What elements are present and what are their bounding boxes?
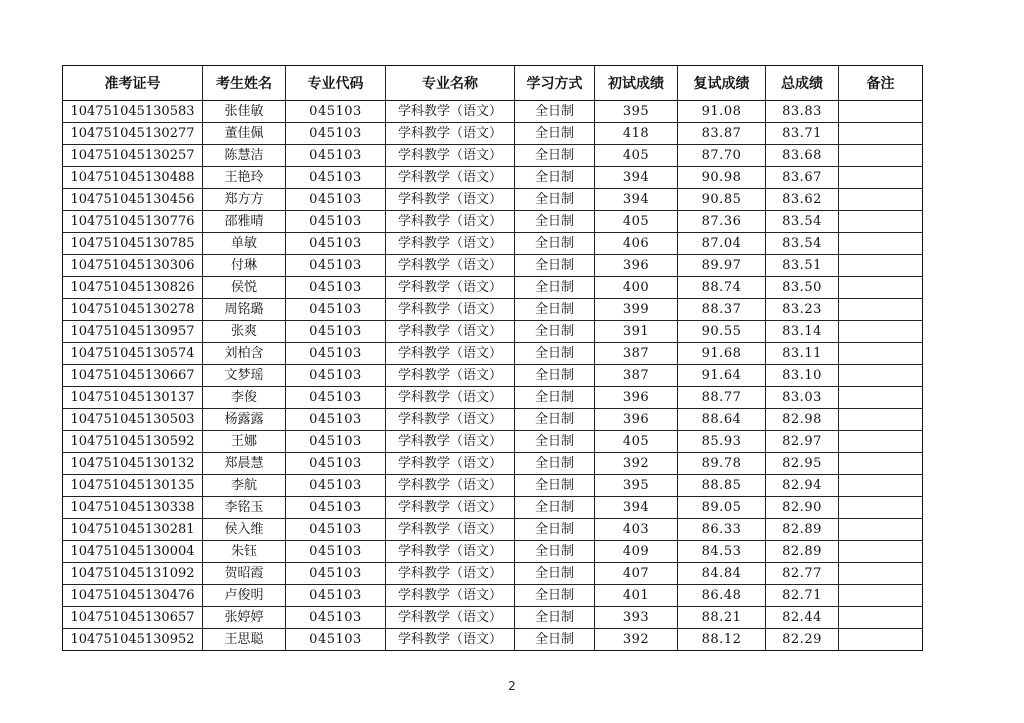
table-row — [63, 343, 923, 365]
cell-retest-score: 86.48 — [678, 585, 766, 607]
cell-name: 卢俊明 — [203, 585, 286, 607]
cell-study-mode: 全日制 — [515, 453, 595, 475]
header-cell-major-code: 专业代码 — [286, 66, 386, 101]
cell-total-score: 83.23 — [766, 299, 839, 321]
cell-major-name: 学科教学（语文） — [386, 299, 515, 321]
cell-retest-score: 91.08 — [678, 101, 766, 123]
cell-name: 刘柏含 — [203, 343, 286, 365]
cell-initial-score: 401 — [595, 585, 678, 607]
cell-initial-score: 396 — [595, 255, 678, 277]
cell-remarks — [839, 629, 923, 651]
cell-retest-score: 91.64 — [678, 365, 766, 387]
cell-study-mode: 全日制 — [515, 233, 595, 255]
cell-major-code: 045103 — [286, 607, 386, 629]
cell-remarks — [839, 321, 923, 343]
header-row — [63, 66, 923, 101]
cell-initial-score: 394 — [595, 497, 678, 519]
table-row — [63, 585, 923, 607]
cell-admission-id: 104751045130583 — [63, 101, 203, 123]
cell-remarks — [839, 365, 923, 387]
cell-name: 侯入维 — [203, 519, 286, 541]
cell-study-mode: 全日制 — [515, 519, 595, 541]
cell-study-mode: 全日制 — [515, 563, 595, 585]
cell-major-code: 045103 — [286, 167, 386, 189]
table-row — [63, 453, 923, 475]
cell-retest-score: 88.12 — [678, 629, 766, 651]
cell-major-name: 学科教学（语文） — [386, 607, 515, 629]
cell-major-code: 045103 — [286, 145, 386, 167]
cell-major-code: 045103 — [286, 365, 386, 387]
cell-name: 郑晨慧 — [203, 453, 286, 475]
cell-remarks — [839, 431, 923, 453]
cell-initial-score: 393 — [595, 607, 678, 629]
cell-name: 张佳敏 — [203, 101, 286, 123]
cell-name: 王思聪 — [203, 629, 286, 651]
cell-major-name: 学科教学（语文） — [386, 585, 515, 607]
cell-major-name: 学科教学（语文） — [386, 277, 515, 299]
cell-major-code: 045103 — [286, 343, 386, 365]
cell-total-score: 83.50 — [766, 277, 839, 299]
cell-major-code: 045103 — [286, 563, 386, 585]
cell-admission-id: 104751045130132 — [63, 453, 203, 475]
cell-study-mode: 全日制 — [515, 101, 595, 123]
cell-initial-score: 399 — [595, 299, 678, 321]
cell-retest-score: 85.93 — [678, 431, 766, 453]
cell-admission-id: 104751045130476 — [63, 585, 203, 607]
cell-admission-id: 104751045130338 — [63, 497, 203, 519]
cell-name: 陈慧洁 — [203, 145, 286, 167]
cell-major-name: 学科教学（语文） — [386, 189, 515, 211]
table-row — [63, 299, 923, 321]
cell-remarks — [839, 497, 923, 519]
cell-retest-score: 88.37 — [678, 299, 766, 321]
cell-total-score: 82.71 — [766, 585, 839, 607]
cell-initial-score: 396 — [595, 409, 678, 431]
cell-retest-score: 83.87 — [678, 123, 766, 145]
cell-study-mode: 全日制 — [515, 255, 595, 277]
cell-remarks — [839, 607, 923, 629]
cell-major-code: 045103 — [286, 321, 386, 343]
cell-remarks — [839, 541, 923, 563]
cell-total-score: 82.94 — [766, 475, 839, 497]
cell-retest-score: 91.68 — [678, 343, 766, 365]
cell-study-mode: 全日制 — [515, 409, 595, 431]
cell-admission-id: 104751045130277 — [63, 123, 203, 145]
table-row — [63, 519, 923, 541]
cell-initial-score: 405 — [595, 431, 678, 453]
cell-major-name: 学科教学（语文） — [386, 101, 515, 123]
cell-admission-id: 104751045130137 — [63, 387, 203, 409]
cell-retest-score: 84.53 — [678, 541, 766, 563]
cell-total-score: 82.44 — [766, 607, 839, 629]
cell-admission-id: 104751045130135 — [63, 475, 203, 497]
cell-remarks — [839, 167, 923, 189]
cell-name: 李铭玉 — [203, 497, 286, 519]
cell-remarks — [839, 519, 923, 541]
cell-admission-id: 104751045130306 — [63, 255, 203, 277]
table-body — [63, 101, 923, 651]
header-cell-major-name: 专业名称 — [386, 66, 515, 101]
cell-retest-score: 88.74 — [678, 277, 766, 299]
cell-remarks — [839, 233, 923, 255]
cell-major-name: 学科教学（语文） — [386, 321, 515, 343]
cell-admission-id: 104751045130574 — [63, 343, 203, 365]
cell-major-code: 045103 — [286, 453, 386, 475]
cell-total-score: 83.03 — [766, 387, 839, 409]
cell-major-name: 学科教学（语文） — [386, 211, 515, 233]
cell-major-code: 045103 — [286, 233, 386, 255]
header-cell-study-mode: 学习方式 — [515, 66, 595, 101]
cell-study-mode: 全日制 — [515, 167, 595, 189]
cell-total-score: 83.68 — [766, 145, 839, 167]
cell-initial-score: 392 — [595, 453, 678, 475]
cell-admission-id: 104751045131092 — [63, 563, 203, 585]
header-cell-admission-id: 准考证号 — [63, 66, 203, 101]
table-row — [63, 629, 923, 651]
cell-name: 张爽 — [203, 321, 286, 343]
cell-initial-score: 396 — [595, 387, 678, 409]
table-row — [63, 563, 923, 585]
cell-study-mode: 全日制 — [515, 475, 595, 497]
cell-remarks — [839, 475, 923, 497]
cell-remarks — [839, 299, 923, 321]
cell-study-mode: 全日制 — [515, 123, 595, 145]
cell-major-name: 学科教学（语文） — [386, 541, 515, 563]
table-row — [63, 607, 923, 629]
cell-initial-score: 394 — [595, 167, 678, 189]
table-row — [63, 431, 923, 453]
cell-remarks — [839, 211, 923, 233]
cell-total-score: 83.67 — [766, 167, 839, 189]
cell-retest-score: 88.64 — [678, 409, 766, 431]
table-row — [63, 145, 923, 167]
cell-retest-score: 87.36 — [678, 211, 766, 233]
header-cell-remarks: 备注 — [839, 66, 923, 101]
cell-admission-id: 104751045130456 — [63, 189, 203, 211]
cell-admission-id: 104751045130503 — [63, 409, 203, 431]
cell-initial-score: 409 — [595, 541, 678, 563]
cell-study-mode: 全日制 — [515, 211, 595, 233]
cell-major-code: 045103 — [286, 585, 386, 607]
cell-major-code: 045103 — [286, 123, 386, 145]
cell-name: 贺昭霞 — [203, 563, 286, 585]
cell-admission-id: 104751045130592 — [63, 431, 203, 453]
header-cell-initial-score: 初试成绩 — [595, 66, 678, 101]
cell-retest-score: 87.70 — [678, 145, 766, 167]
cell-admission-id: 104751045130488 — [63, 167, 203, 189]
cell-total-score: 82.95 — [766, 453, 839, 475]
cell-major-name: 学科教学（语文） — [386, 519, 515, 541]
cell-remarks — [839, 123, 923, 145]
cell-study-mode: 全日制 — [515, 431, 595, 453]
cell-total-score: 83.10 — [766, 365, 839, 387]
cell-name: 李航 — [203, 475, 286, 497]
table-header — [63, 66, 923, 101]
cell-admission-id: 104751045130004 — [63, 541, 203, 563]
cell-major-code: 045103 — [286, 299, 386, 321]
cell-retest-score: 88.77 — [678, 387, 766, 409]
cell-total-score: 83.83 — [766, 101, 839, 123]
table-row — [63, 211, 923, 233]
cell-total-score: 82.90 — [766, 497, 839, 519]
cell-total-score: 82.89 — [766, 541, 839, 563]
cell-major-name: 学科教学（语文） — [386, 431, 515, 453]
cell-total-score: 82.29 — [766, 629, 839, 651]
cell-admission-id: 104751045130776 — [63, 211, 203, 233]
cell-retest-score: 90.55 — [678, 321, 766, 343]
cell-major-code: 045103 — [286, 409, 386, 431]
cell-initial-score: 395 — [595, 475, 678, 497]
cell-initial-score: 407 — [595, 563, 678, 585]
cell-study-mode: 全日制 — [515, 299, 595, 321]
table-row — [63, 365, 923, 387]
cell-retest-score: 88.21 — [678, 607, 766, 629]
cell-retest-score: 84.84 — [678, 563, 766, 585]
cell-major-code: 045103 — [286, 497, 386, 519]
cell-name: 单敏 — [203, 233, 286, 255]
cell-study-mode: 全日制 — [515, 277, 595, 299]
header-cell-retest-score: 复试成绩 — [678, 66, 766, 101]
cell-major-name: 学科教学（语文） — [386, 409, 515, 431]
table-row — [63, 387, 923, 409]
table-row — [63, 123, 923, 145]
cell-name: 杨露露 — [203, 409, 286, 431]
cell-major-name: 学科教学（语文） — [386, 343, 515, 365]
cell-name: 侯悦 — [203, 277, 286, 299]
cell-study-mode: 全日制 — [515, 497, 595, 519]
table-row — [63, 167, 923, 189]
cell-major-code: 045103 — [286, 189, 386, 211]
cell-remarks — [839, 409, 923, 431]
cell-remarks — [839, 277, 923, 299]
cell-initial-score: 418 — [595, 123, 678, 145]
cell-name: 李俊 — [203, 387, 286, 409]
cell-study-mode: 全日制 — [515, 321, 595, 343]
cell-name: 王艳玲 — [203, 167, 286, 189]
cell-total-score: 83.71 — [766, 123, 839, 145]
cell-name: 张婷婷 — [203, 607, 286, 629]
cell-total-score: 82.97 — [766, 431, 839, 453]
cell-admission-id: 104751045130281 — [63, 519, 203, 541]
cell-major-code: 045103 — [286, 629, 386, 651]
cell-major-name: 学科教学（语文） — [386, 497, 515, 519]
cell-admission-id: 104751045130667 — [63, 365, 203, 387]
cell-major-code: 045103 — [286, 519, 386, 541]
cell-total-score: 83.54 — [766, 211, 839, 233]
cell-major-code: 045103 — [286, 387, 386, 409]
cell-remarks — [839, 189, 923, 211]
cell-name: 朱钰 — [203, 541, 286, 563]
cell-initial-score: 405 — [595, 145, 678, 167]
cell-major-code: 045103 — [286, 475, 386, 497]
cell-retest-score: 88.85 — [678, 475, 766, 497]
cell-initial-score: 387 — [595, 343, 678, 365]
cell-study-mode: 全日制 — [515, 343, 595, 365]
cell-name: 王娜 — [203, 431, 286, 453]
cell-initial-score: 403 — [595, 519, 678, 541]
cell-retest-score: 86.33 — [678, 519, 766, 541]
cell-initial-score: 406 — [595, 233, 678, 255]
cell-study-mode: 全日制 — [515, 541, 595, 563]
cell-total-score: 82.77 — [766, 563, 839, 585]
table-row — [63, 541, 923, 563]
table-row — [63, 409, 923, 431]
cell-major-name: 学科教学（语文） — [386, 629, 515, 651]
cell-name: 董佳佩 — [203, 123, 286, 145]
cell-study-mode: 全日制 — [515, 585, 595, 607]
cell-study-mode: 全日制 — [515, 189, 595, 211]
cell-name: 文梦瑶 — [203, 365, 286, 387]
cell-major-code: 045103 — [286, 211, 386, 233]
cell-study-mode: 全日制 — [515, 629, 595, 651]
cell-initial-score: 392 — [595, 629, 678, 651]
cell-name: 郑方方 — [203, 189, 286, 211]
page-number: 2 — [508, 679, 516, 693]
cell-retest-score: 90.98 — [678, 167, 766, 189]
cell-admission-id: 104751045130257 — [63, 145, 203, 167]
table-row — [63, 101, 923, 123]
cell-major-name: 学科教学（语文） — [386, 475, 515, 497]
cell-major-code: 045103 — [286, 431, 386, 453]
table-row — [63, 321, 923, 343]
cell-remarks — [839, 101, 923, 123]
cell-remarks — [839, 343, 923, 365]
cell-major-name: 学科教学（语文） — [386, 365, 515, 387]
cell-major-name: 学科教学（语文） — [386, 387, 515, 409]
cell-total-score: 82.89 — [766, 519, 839, 541]
cell-major-code: 045103 — [286, 277, 386, 299]
cell-major-code: 045103 — [286, 541, 386, 563]
cell-remarks — [839, 387, 923, 409]
table-row — [63, 475, 923, 497]
cell-total-score: 83.51 — [766, 255, 839, 277]
cell-initial-score: 387 — [595, 365, 678, 387]
cell-admission-id: 104751045130278 — [63, 299, 203, 321]
cell-remarks — [839, 145, 923, 167]
cell-total-score: 83.11 — [766, 343, 839, 365]
cell-major-name: 学科教学（语文） — [386, 255, 515, 277]
cell-retest-score: 89.05 — [678, 497, 766, 519]
cell-admission-id: 104751045130952 — [63, 629, 203, 651]
cell-admission-id: 104751045130657 — [63, 607, 203, 629]
cell-name: 周铭璐 — [203, 299, 286, 321]
table-row — [63, 255, 923, 277]
table-row — [63, 277, 923, 299]
cell-major-name: 学科教学（语文） — [386, 167, 515, 189]
cell-initial-score: 400 — [595, 277, 678, 299]
cell-total-score: 82.98 — [766, 409, 839, 431]
cell-major-name: 学科教学（语文） — [386, 123, 515, 145]
cell-study-mode: 全日制 — [515, 365, 595, 387]
cell-remarks — [839, 453, 923, 475]
cell-initial-score: 391 — [595, 321, 678, 343]
table-row — [63, 233, 923, 255]
cell-admission-id: 104751045130826 — [63, 277, 203, 299]
header-cell-total-score: 总成绩 — [766, 66, 839, 101]
table-row — [63, 497, 923, 519]
cell-name: 付琳 — [203, 255, 286, 277]
cell-admission-id: 104751045130785 — [63, 233, 203, 255]
cell-remarks — [839, 585, 923, 607]
cell-total-score: 83.54 — [766, 233, 839, 255]
cell-major-name: 学科教学（语文） — [386, 453, 515, 475]
cell-major-name: 学科教学（语文） — [386, 233, 515, 255]
cell-study-mode: 全日制 — [515, 145, 595, 167]
cell-initial-score: 395 — [595, 101, 678, 123]
cell-retest-score: 89.78 — [678, 453, 766, 475]
cell-major-name: 学科教学（语文） — [386, 145, 515, 167]
cell-retest-score: 87.04 — [678, 233, 766, 255]
cell-study-mode: 全日制 — [515, 387, 595, 409]
cell-initial-score: 405 — [595, 211, 678, 233]
header-cell-name: 考生姓名 — [203, 66, 286, 101]
cell-major-code: 045103 — [286, 255, 386, 277]
cell-initial-score: 394 — [595, 189, 678, 211]
cell-retest-score: 90.85 — [678, 189, 766, 211]
table-row — [63, 189, 923, 211]
cell-admission-id: 104751045130957 — [63, 321, 203, 343]
cell-total-score: 83.14 — [766, 321, 839, 343]
score-table — [62, 65, 923, 651]
cell-name: 邵雅晴 — [203, 211, 286, 233]
cell-major-name: 学科教学（语文） — [386, 563, 515, 585]
cell-total-score: 83.62 — [766, 189, 839, 211]
cell-study-mode: 全日制 — [515, 607, 595, 629]
cell-remarks — [839, 255, 923, 277]
cell-remarks — [839, 563, 923, 585]
cell-retest-score: 89.97 — [678, 255, 766, 277]
cell-major-code: 045103 — [286, 101, 386, 123]
